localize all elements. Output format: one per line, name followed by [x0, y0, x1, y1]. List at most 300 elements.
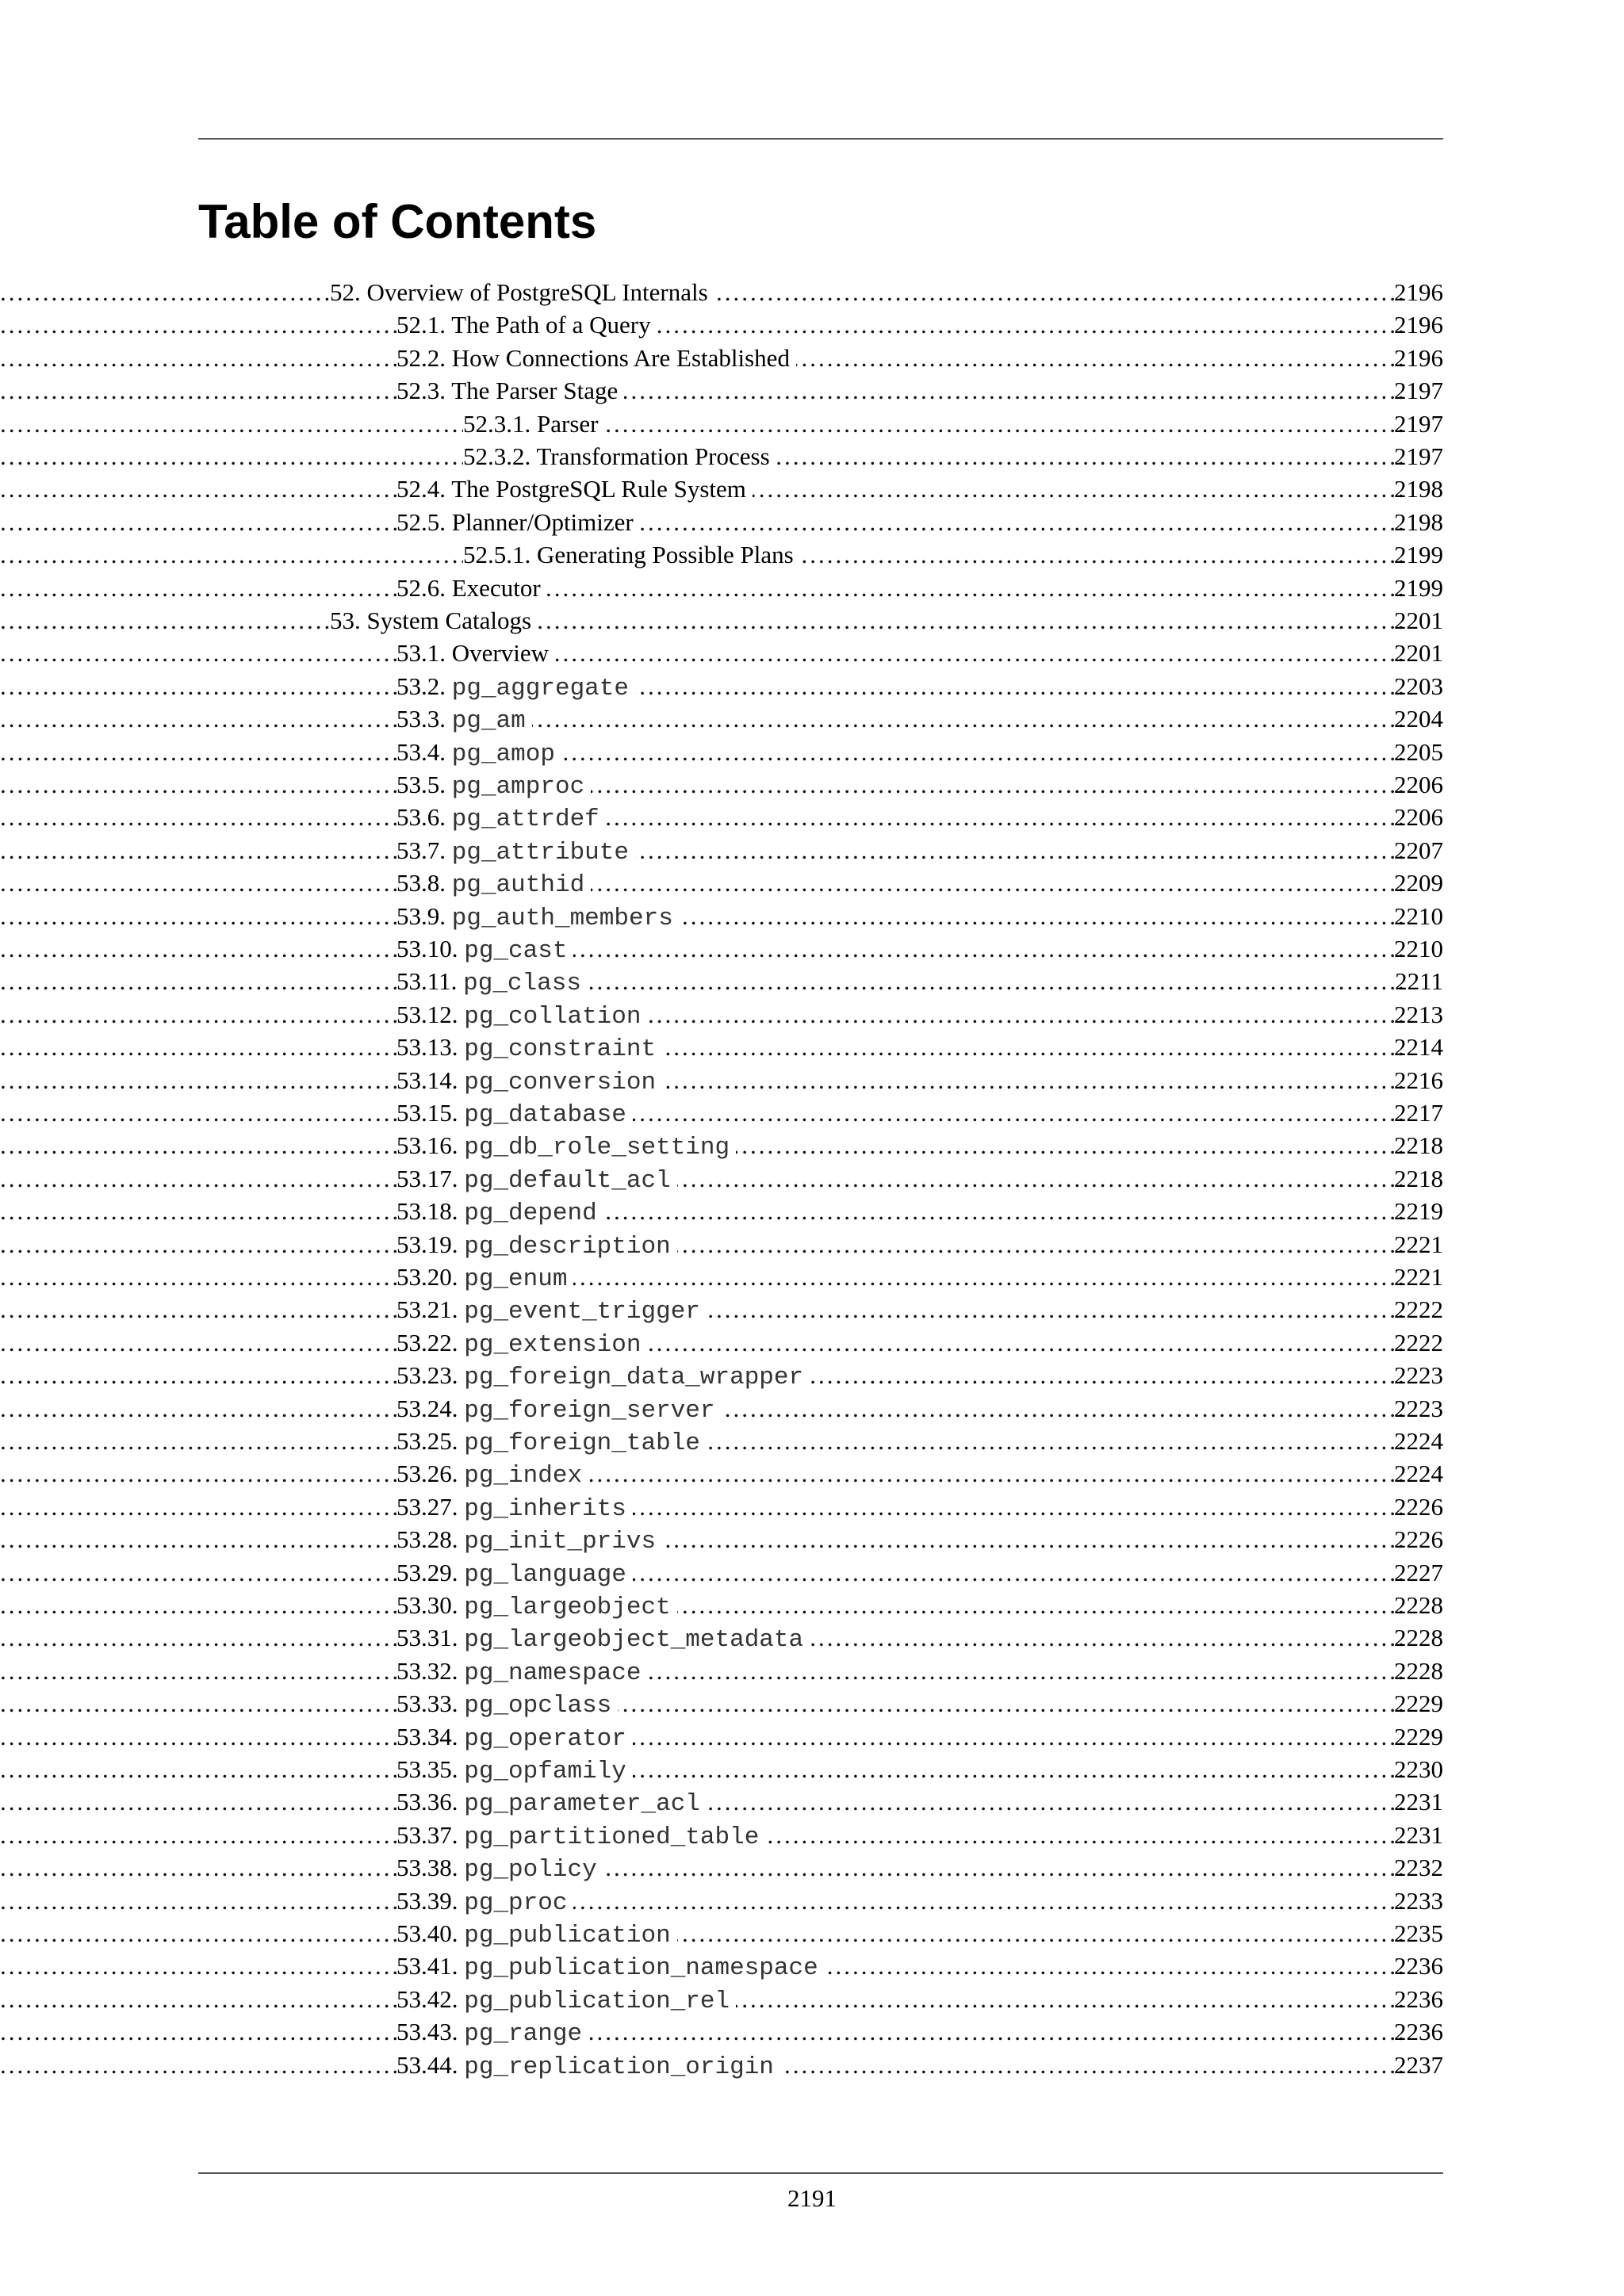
toc-leader-dots	[0, 408, 1405, 441]
toc-entry-page: 2206	[1394, 803, 1443, 832]
toc-entry-catalog-name: pg_database	[464, 1101, 626, 1129]
toc-entry-label[interactable]	[396, 1983, 736, 2019]
toc-entry-page: 2196	[1394, 311, 1443, 339]
toc-leader-dots	[0, 1162, 1405, 1196]
toc-entry-page: 2223	[1394, 1361, 1443, 1390]
toc-entry-page: 2214	[1394, 1033, 1443, 1062]
toc-entry-catalog-name: pg_attribute	[451, 838, 629, 867]
toc-entry-title: Generating Possible Plans	[537, 541, 794, 569]
toc-entry-number: 53.24.	[396, 1394, 458, 1422]
toc-entry-catalog-name: pg_db_role_setting	[464, 1134, 730, 1162]
toc-leader-dots	[0, 637, 1405, 670]
toc-entry[interactable]	[0, 1621, 1624, 1655]
toc-entry-label[interactable]	[396, 1392, 722, 1428]
toc-entry-page: 2205	[1394, 737, 1443, 766]
toc-entry-page: 2196	[1394, 343, 1443, 372]
toc-entry-label[interactable]	[396, 801, 606, 836]
toc-entry-catalog-name: pg_largeobject_metadata	[464, 1626, 804, 1655]
toc-leader-dots	[0, 1655, 1405, 1688]
toc-entry-catalog-name: pg_range	[464, 2020, 583, 2049]
toc-entry[interactable]	[0, 736, 1624, 769]
toc-entry-label[interactable]	[396, 702, 532, 738]
toc-entry[interactable]	[0, 768, 1624, 802]
toc-entry-label[interactable]	[396, 473, 753, 506]
toc-entry-title: Parser	[537, 409, 599, 438]
toc-entry-page: 2222	[1394, 1295, 1443, 1324]
toc-entry-label[interactable]	[330, 604, 538, 637]
toc-entry-number: 53.33.	[396, 1689, 458, 1718]
toc-entry-page: 2229	[1394, 1689, 1443, 1718]
toc-entry-label[interactable]	[396, 1228, 677, 1264]
toc-entry[interactable]	[0, 1425, 1624, 1458]
toc-entry-number: 53.13.	[396, 1033, 458, 1062]
toc-entry-label[interactable]	[396, 342, 796, 375]
toc-entry-catalog-name: pg_authid	[451, 871, 585, 900]
toc-entry-catalog-name: pg_language	[464, 1560, 626, 1589]
toc-entry[interactable]	[0, 1785, 1624, 1819]
toc-entry-number: 53.16.	[396, 1131, 458, 1160]
toc-entry[interactable]	[0, 1490, 1624, 1524]
toc-leader-dots	[0, 1031, 1405, 1064]
toc-entry-page: 2231	[1394, 1788, 1443, 1816]
toc-entry-number: 53.6.	[396, 803, 446, 832]
toc-entry[interactable]	[0, 1261, 1624, 1294]
toc-entry-label[interactable]	[396, 900, 680, 936]
toc-entry-page: 2209	[1394, 869, 1443, 897]
toc-entry-number: 53.15.	[396, 1099, 458, 1127]
toc-entry-catalog-name: pg_proc	[464, 1888, 568, 1917]
toc-entry-number: 53.30.	[396, 1591, 458, 1619]
toc-entry-label[interactable]	[396, 1326, 648, 1362]
toc-entry-catalog-name: pg_collation	[464, 1002, 642, 1031]
toc-entry-page: 2227	[1394, 1558, 1443, 1586]
toc-leader-dots	[0, 1556, 1405, 1590]
toc-entry-page: 2197	[1394, 377, 1443, 405]
toc-entry-catalog-name: pg_opfamily	[464, 1758, 626, 1785]
toc-entry[interactable]	[0, 1950, 1624, 1983]
toc-entry-number: 53.29.	[396, 1558, 458, 1586]
toc-entry-number: 53.28.	[396, 1525, 458, 1554]
toc-entry-page: 2228	[1394, 1656, 1443, 1685]
toc-entry-label[interactable]	[396, 1819, 765, 1854]
toc-entry[interactable]	[0, 473, 1624, 506]
toc-entry-number: 53.2.	[396, 672, 446, 700]
toc-entry-label[interactable]	[396, 1917, 677, 1953]
toc-leader-dots	[0, 604, 1405, 637]
toc-entry-label[interactable]	[396, 932, 573, 968]
toc-entry-title: The Parser Stage	[451, 377, 619, 405]
toc-entry-number: 53.5.	[396, 771, 446, 798]
toc-entry-page: 2230	[1394, 1755, 1443, 1783]
toc-entry[interactable]	[0, 1031, 1624, 1064]
toc-entry-catalog-name: pg_init_privs	[464, 1528, 657, 1556]
toc-entry-page: 2207	[1394, 836, 1443, 864]
toc-leader-dots	[0, 801, 1405, 834]
toc-entry-page: 2221	[1394, 1230, 1443, 1258]
toc-entry-number: 52.5.	[396, 507, 446, 536]
toc-entry[interactable]	[0, 276, 1624, 309]
toc-entry[interactable]	[0, 1983, 1624, 2016]
toc-entry[interactable]	[0, 308, 1624, 342]
toc-entry-page: 2218	[1394, 1131, 1443, 1160]
toc-leader-dots	[0, 308, 1405, 342]
toc-entry[interactable]	[0, 1359, 1624, 1392]
toc-leader-dots	[0, 1753, 1405, 1786]
toc-entry-label[interactable]	[396, 867, 591, 902]
toc-entry-label[interactable]	[396, 1064, 662, 1100]
toc-entry-catalog-name: pg_namespace	[464, 1659, 642, 1687]
toc-leader-dots	[0, 834, 1405, 867]
toc-entry[interactable]	[0, 834, 1624, 867]
toc-entry-catalog-name: pg_auth_members	[451, 904, 673, 932]
toc-entry[interactable]	[0, 1064, 1624, 1097]
toc-entry[interactable]	[0, 342, 1624, 375]
toc-entry-catalog-name: pg_amop	[451, 740, 555, 768]
toc-entry[interactable]	[0, 1655, 1624, 1688]
toc-entry-catalog-name: pg_event_trigger	[464, 1298, 700, 1326]
toc-entry-page: 2228	[1394, 1591, 1443, 1619]
toc-leader-dots	[0, 1885, 1405, 1918]
toc-entry-page: 2206	[1394, 771, 1443, 798]
toc-entry-number: 53.18.	[396, 1197, 458, 1226]
toc-entry-catalog-name: pg_inherits	[464, 1494, 626, 1523]
toc-entry-number: 52.5.1.	[463, 541, 531, 569]
toc-entry-label[interactable]	[396, 1851, 603, 1887]
toc-entry-number: 53.40.	[396, 1919, 458, 1947]
toc-entry-title: Planner/Optimizer	[451, 507, 634, 536]
toc-entry[interactable]	[0, 2049, 1624, 2082]
toc-leader-dots	[0, 867, 1405, 900]
toc-entry-label[interactable]	[396, 1885, 573, 1920]
toc-entry[interactable]	[0, 637, 1624, 670]
toc-entry-number: 53.35.	[396, 1755, 458, 1783]
toc-leader-dots	[0, 1589, 1405, 1622]
toc-entry-page: 2199	[1394, 573, 1443, 602]
toc-entry-catalog-name: pg_foreign_data_wrapper	[464, 1364, 804, 1392]
toc-leader-dots	[0, 1195, 1405, 1228]
toc-entry[interactable]	[0, 506, 1624, 539]
toc-entry-label[interactable]	[396, 1621, 810, 1657]
toc-entry-catalog-name: pg_policy	[464, 1856, 597, 1885]
toc-leader-dots	[0, 998, 1405, 1031]
toc-entry-number: 53.22.	[396, 1328, 458, 1357]
toc-leader-dots	[0, 768, 1405, 802]
toc-entry-label[interactable]	[396, 1523, 662, 1559]
toc-entry-page: 2226	[1394, 1525, 1443, 1554]
toc-entry[interactable]	[0, 440, 1624, 473]
toc-entry[interactable]	[0, 408, 1624, 441]
toc-leader-dots	[0, 670, 1405, 703]
toc-entry[interactable]	[0, 965, 1624, 998]
toc-entry-label[interactable]	[396, 768, 591, 804]
toc-entry-number: 53.43.	[396, 2018, 458, 2046]
toc-entry-page: 2236	[1394, 1984, 1443, 2013]
toc-entry[interactable]	[0, 604, 1624, 637]
toc-entry-catalog-name: pg_publication_namespace	[464, 1954, 818, 1983]
toc-entry-label[interactable]	[396, 1425, 707, 1460]
toc-entry-catalog-name: pg_amproc	[451, 773, 585, 801]
toc-entry-page: 2196	[1394, 278, 1443, 306]
toc-entry-page: 2197	[1394, 442, 1443, 470]
toc-entry-catalog-name: pg_conversion	[464, 1068, 657, 1096]
toc-entry-page: 2232	[1394, 1854, 1443, 1882]
toc-entry-page: 2197	[1394, 409, 1443, 438]
toc-entry-title: Executor	[451, 573, 541, 602]
toc-entry[interactable]	[0, 1917, 1624, 1950]
toc-leader-dots	[0, 1687, 1405, 1720]
toc-entry[interactable]	[0, 572, 1624, 605]
toc-entry-page: 2198	[1394, 507, 1443, 536]
toc-entry-label[interactable]	[396, 998, 648, 1034]
toc-entry-number: 53.31.	[396, 1624, 458, 1652]
page-title: Table of Contents	[198, 195, 597, 248]
toc-entry-label[interactable]	[396, 1129, 736, 1165]
toc-entry-page: 2201	[1394, 639, 1443, 668]
toc-entry-title: The PostgreSQL Rule System	[451, 475, 746, 503]
toc-leader-dots	[0, 374, 1405, 408]
toc-entry-label[interactable]	[463, 440, 776, 473]
toc-entry-number: 53.26.	[396, 1460, 458, 1488]
toc-entry[interactable]	[0, 1556, 1624, 1590]
toc-entry-number: 53.12.	[396, 1000, 458, 1028]
toc-entry-title: System Catalogs	[366, 607, 532, 634]
toc-entry-catalog-name: pg_publication_rel	[464, 1987, 730, 2015]
toc-entry-label[interactable]	[396, 308, 657, 342]
header-rule	[198, 138, 1443, 140]
toc-entry-label[interactable]	[396, 1655, 648, 1690]
toc-entry-label[interactable]	[330, 276, 714, 309]
toc-entry-number: 52.2.	[396, 343, 446, 372]
toc-entry-number: 53.37.	[396, 1820, 458, 1849]
toc-entry-page: 2229	[1394, 1722, 1443, 1751]
toc-leader-dots	[0, 736, 1405, 769]
toc-entry[interactable]	[0, 1195, 1624, 1228]
toc-leader-dots	[0, 932, 1405, 966]
toc-entry-title: Transformation Process	[536, 442, 770, 470]
toc-entry-page: 2203	[1394, 672, 1443, 700]
toc-entry-number: 53.3.	[396, 705, 446, 733]
toc-entry-number: 53.14.	[396, 1066, 458, 1094]
toc-entry-number: 53.38.	[396, 1854, 458, 1882]
toc-entry[interactable]	[0, 1819, 1624, 1852]
toc-entry-catalog-name: pg_aggregate	[451, 674, 629, 702]
toc-leader-dots	[0, 506, 1405, 539]
toc-entry-page: 2224	[1394, 1460, 1443, 1488]
toc-entry-number: 53.9.	[396, 901, 446, 930]
toc-entry-catalog-name: pg_operator	[464, 1724, 626, 1753]
toc-entry-catalog-name: pg_cast	[464, 937, 568, 965]
toc-entry-number: 53.7.	[396, 836, 446, 864]
toc-entry-label[interactable]	[396, 1162, 677, 1198]
toc-leader-dots	[0, 2015, 1405, 2049]
toc-entry[interactable]	[0, 998, 1624, 1031]
toc-entry-number: 53.41.	[396, 1952, 458, 1980]
toc-entry-label[interactable]	[396, 1293, 707, 1329]
toc-entry[interactable]	[0, 1687, 1624, 1720]
toc-entry-label[interactable]	[396, 1359, 810, 1395]
toc-entry-label[interactable]	[396, 1195, 603, 1230]
toc-entry-page: 2223	[1394, 1394, 1443, 1422]
toc-entry[interactable]	[0, 1523, 1624, 1556]
toc-entry-catalog-name: pg_publication	[464, 1922, 671, 1950]
toc-leader-dots	[0, 1917, 1405, 1950]
toc-entry-label[interactable]	[396, 1031, 662, 1066]
toc-entry[interactable]	[0, 1162, 1624, 1196]
toc-entry-catalog-name: pg_partitioned_table	[464, 1823, 760, 1851]
toc-leader-dots	[0, 572, 1405, 605]
toc-entry-page: 2236	[1394, 2018, 1443, 2046]
toc-entry-label[interactable]	[396, 637, 555, 670]
toc-leader-dots	[0, 965, 1405, 998]
toc-entry-label[interactable]	[396, 2015, 588, 2051]
toc-entry-catalog-name: pg_attrdef	[451, 806, 599, 834]
toc-entry-label[interactable]	[396, 1457, 588, 1493]
toc-entry[interactable]	[0, 1589, 1624, 1622]
toc-entry[interactable]	[0, 2015, 1624, 2049]
toc-entry-number: 53.1.	[396, 639, 446, 668]
toc-entry-number: 53.36.	[396, 1788, 458, 1816]
toc-entry-label[interactable]	[463, 408, 604, 441]
toc-entry[interactable]	[0, 1885, 1624, 1918]
toc-entry-number: 53.44.	[396, 2050, 458, 2079]
toc-entry-page: 2236	[1394, 1952, 1443, 1980]
footer-rule	[198, 2172, 1443, 2174]
toc-entry-label[interactable]	[396, 374, 624, 408]
toc-entry-catalog-name: pg_enum	[464, 1265, 568, 1293]
toc-entry-number: 53.25.	[396, 1427, 458, 1455]
toc-leader-dots	[0, 702, 1405, 736]
toc-leader-dots	[0, 1490, 1405, 1524]
toc-entry-page: 2222	[1394, 1328, 1443, 1357]
toc-entry[interactable]	[0, 1228, 1624, 1261]
toc-entry[interactable]	[0, 670, 1624, 703]
toc-entry[interactable]	[0, 1392, 1624, 1425]
toc-entry-page: 2226	[1394, 1492, 1443, 1521]
toc-entry-page: 2213	[1394, 1000, 1443, 1028]
toc-entry-number: 53.23.	[396, 1361, 458, 1390]
toc-entry-page: 2237	[1394, 2050, 1443, 2079]
toc-entry-number: 53.39.	[396, 1886, 458, 1915]
toc-entry-page: 2218	[1394, 1164, 1443, 1192]
toc-entry-label[interactable]	[396, 1261, 573, 1296]
toc-entry-label[interactable]	[396, 736, 561, 771]
toc-entry-page: 2224	[1394, 1427, 1443, 1455]
toc-entry-number: 53.10.	[396, 935, 458, 962]
toc-entry[interactable]	[0, 1293, 1624, 1326]
toc-entry-page: 2204	[1394, 705, 1443, 733]
toc-leader-dots	[0, 1523, 1405, 1556]
toc-entry-catalog-name: pg_replication_origin	[464, 2053, 774, 2081]
toc-entry-number: 53.21.	[396, 1295, 458, 1324]
toc-entry-catalog-name: pg_description	[464, 1232, 671, 1261]
toc-entry-label[interactable]	[396, 572, 547, 605]
toc-entry-page: 2198	[1394, 475, 1443, 503]
toc-entry-number: 52.6.	[396, 573, 446, 602]
toc-entry-page: 2217	[1394, 1099, 1443, 1127]
toc-leader-dots	[0, 1326, 1405, 1360]
toc-entry-catalog-name: pg_parameter_acl	[464, 1790, 700, 1819]
toc-entry-page: 2211	[1395, 967, 1443, 996]
toc-entry[interactable]	[0, 932, 1624, 966]
toc-leader-dots	[0, 1228, 1405, 1261]
toc-entry[interactable]	[0, 1129, 1624, 1162]
toc-entry-number: 52.3.1.	[463, 409, 531, 438]
toc-entry-number: 53.27.	[396, 1492, 458, 1521]
toc-leader-dots	[0, 1851, 1405, 1885]
toc-entry-title: Overview	[451, 639, 549, 668]
toc-entry-number: 53.34.	[396, 1722, 458, 1751]
toc-entry-catalog-name: pg_extension	[464, 1330, 642, 1359]
toc-entry-label[interactable]	[396, 1720, 633, 1756]
toc-entry-label[interactable]	[396, 834, 635, 870]
toc-entry[interactable]	[0, 374, 1624, 408]
toc-entry[interactable]	[0, 1457, 1624, 1490]
toc-entry-title: How Connections Are Established	[451, 343, 790, 372]
toc-leader-dots	[0, 1720, 1405, 1754]
toc-entry[interactable]	[0, 900, 1624, 933]
toc-leader-dots	[0, 900, 1405, 933]
toc-entry-page: 2231	[1394, 1820, 1443, 1849]
toc-entry-page: 2199	[1394, 541, 1443, 569]
toc-entry[interactable]	[0, 1326, 1624, 1360]
toc-entry-label[interactable]	[396, 1490, 633, 1526]
toc-entry-number: 52.1.	[396, 311, 446, 339]
toc-entry[interactable]	[0, 801, 1624, 834]
toc-entry-catalog-name: pg_constraint	[464, 1035, 657, 1064]
toc-entry[interactable]	[0, 867, 1624, 900]
toc-leader-dots	[0, 1457, 1405, 1490]
toc-entry-page: 2235	[1394, 1919, 1443, 1947]
toc-entry-label[interactable]	[396, 506, 640, 539]
toc-entry-label[interactable]	[396, 1950, 825, 1985]
toc-entry-label[interactable]	[396, 1589, 677, 1624]
page-number: 2191	[787, 2184, 837, 2212]
toc-entry-number: 52.3.2.	[463, 442, 531, 470]
toc-entry-page: 2219	[1394, 1197, 1443, 1226]
toc-entry-catalog-name: pg_class	[463, 970, 581, 998]
toc-entry-number: 53.19.	[396, 1230, 458, 1258]
toc-entry-number: 53.4.	[396, 737, 446, 766]
toc-entry-label[interactable]	[396, 670, 635, 706]
toc-leader-dots	[0, 1261, 1405, 1294]
toc-entry-label[interactable]	[396, 2049, 780, 2084]
toc-entry[interactable]	[0, 702, 1624, 736]
toc-entry-label[interactable]	[396, 1753, 633, 1789]
toc-entry-number: 53.42.	[396, 1984, 458, 2013]
toc-entry-number: 53.32.	[396, 1656, 458, 1685]
toc-entry-page: 2233	[1394, 1886, 1443, 1915]
toc-entry-catalog-name: pg_largeobject	[464, 1594, 671, 1621]
toc-entry-label[interactable]	[396, 1556, 633, 1592]
toc-entry[interactable]	[0, 1753, 1624, 1786]
toc-entry-label[interactable]	[463, 538, 800, 572]
toc-entry-label[interactable]	[396, 1096, 633, 1132]
toc-entry-page: 2201	[1394, 607, 1443, 634]
toc-entry[interactable]	[0, 1720, 1624, 1754]
toc-entry-label[interactable]	[396, 965, 588, 1001]
toc-entry-page: 2221	[1394, 1263, 1443, 1291]
toc-entry-label[interactable]	[396, 1785, 707, 1821]
toc-entry-number: 53.	[330, 607, 361, 634]
toc-leader-dots	[0, 1096, 1405, 1130]
toc-entry-catalog-name: pg_default_acl	[464, 1166, 671, 1195]
toc-entry[interactable]	[0, 1096, 1624, 1130]
toc-entry-catalog-name: pg_foreign_table	[464, 1429, 700, 1457]
toc-entry-number: 52.3.	[396, 377, 446, 405]
toc-entry-label[interactable]	[396, 1687, 618, 1723]
toc-entry[interactable]	[0, 1851, 1624, 1885]
toc-entry[interactable]	[0, 538, 1624, 572]
